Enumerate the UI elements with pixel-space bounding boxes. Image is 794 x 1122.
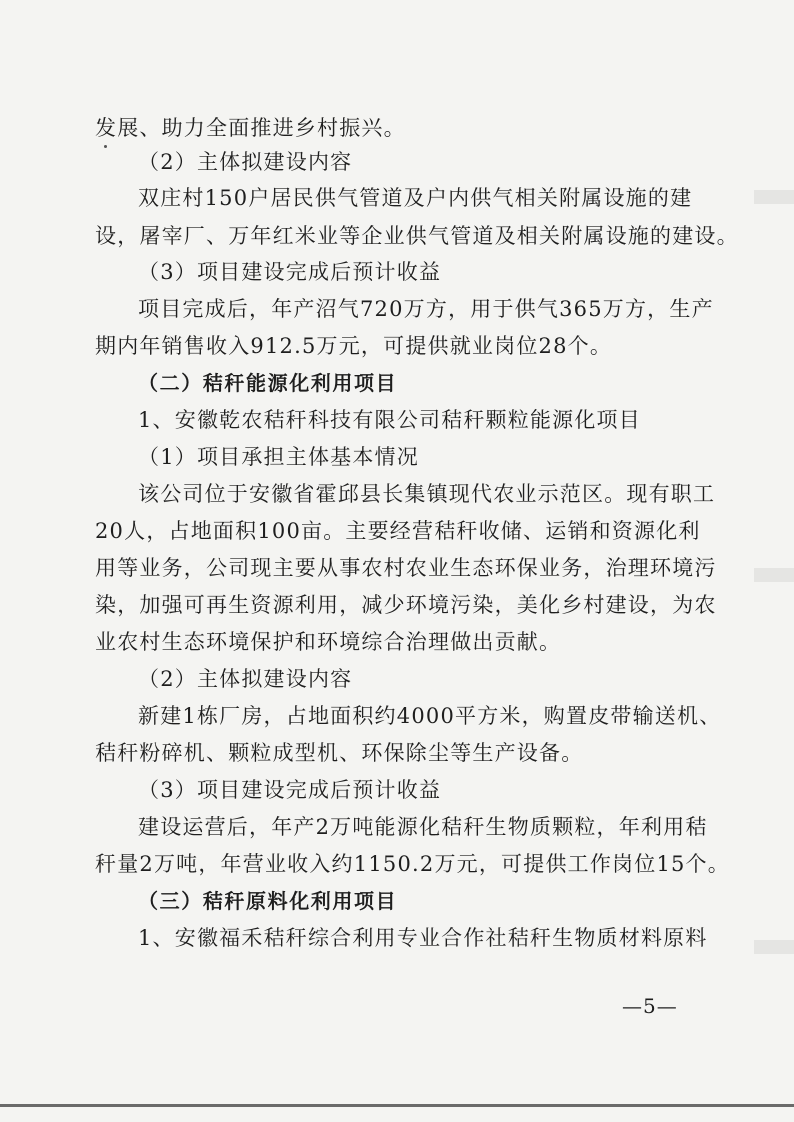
scan-bleed-mark [754, 940, 794, 954]
text-line: 发展、助力全面推进乡村振兴。 [95, 116, 406, 140]
text-line: 秆量2万吨，年营业收入约1150.2万元，可提供工作岗位15个。 [95, 852, 730, 876]
text-line: 期内年销售收入912.5万元，可提供就业岗位28个。 [95, 334, 613, 358]
text-line: 双庄村150户居民供气管道及户内供气相关附属设施的建 [138, 186, 693, 210]
subheading: （3）项目建设完成后预计收益 [138, 778, 442, 802]
text-line: 用等业务，公司现主要从事农村农业生态环保业务，治理环境污 [95, 556, 717, 580]
text-line: 建设运营后，年产2万吨能源化秸秆生物质颗粒，年利用秸 [138, 815, 708, 839]
project-title: 1、安徽福禾秸秆综合利用专业合作社秸秆生物质材料原料 [138, 926, 708, 950]
page-bottom-edge [0, 1104, 794, 1107]
scan-speck [104, 145, 107, 148]
text-line: 染，加强可再生资源利用，减少环境污染，美化乡村建设，为农 [95, 593, 717, 617]
text-line: 该公司位于安徽省霍邱县长集镇现代农业示范区。现有职工 [138, 482, 716, 506]
text-line: 设，屠宰厂、万年红米业等企业供气管道及相关附属设施的建设。 [95, 224, 739, 248]
text-line: 20人，占地面积100亩。主要经营秸秆收储、运销和资源化利 [95, 519, 701, 543]
scan-bleed-mark [754, 568, 794, 582]
text-line: 业农村生态环境保护和环境综合治理做出贡献。 [95, 630, 562, 654]
scan-bleed-mark [754, 190, 794, 204]
section-heading: （三）秸秆原料化利用项目 [138, 889, 398, 913]
subheading: （2）主体拟建设内容 [138, 150, 353, 174]
subheading: （3）项目建设完成后预计收益 [138, 260, 442, 284]
section-heading: （二）秸秆能源化利用项目 [138, 371, 398, 395]
text-line: 项目完成后，年产沼气720万方，用于供气365万方，生产 [138, 297, 714, 321]
subheading: （2）主体拟建设内容 [138, 667, 353, 691]
project-title: 1、安徽乾农秸秆科技有限公司秸秆颗粒能源化项目 [138, 408, 641, 432]
subheading: （1）项目承担主体基本情况 [138, 445, 419, 469]
page-number: —5— [622, 994, 678, 1018]
text-line: 新建1栋厂房，占地面积约4000平方米，购置皮带输送机、 [138, 704, 722, 728]
text-line: 秸秆粉碎机、颗粒成型机、环保除尘等生产设备。 [95, 741, 584, 765]
